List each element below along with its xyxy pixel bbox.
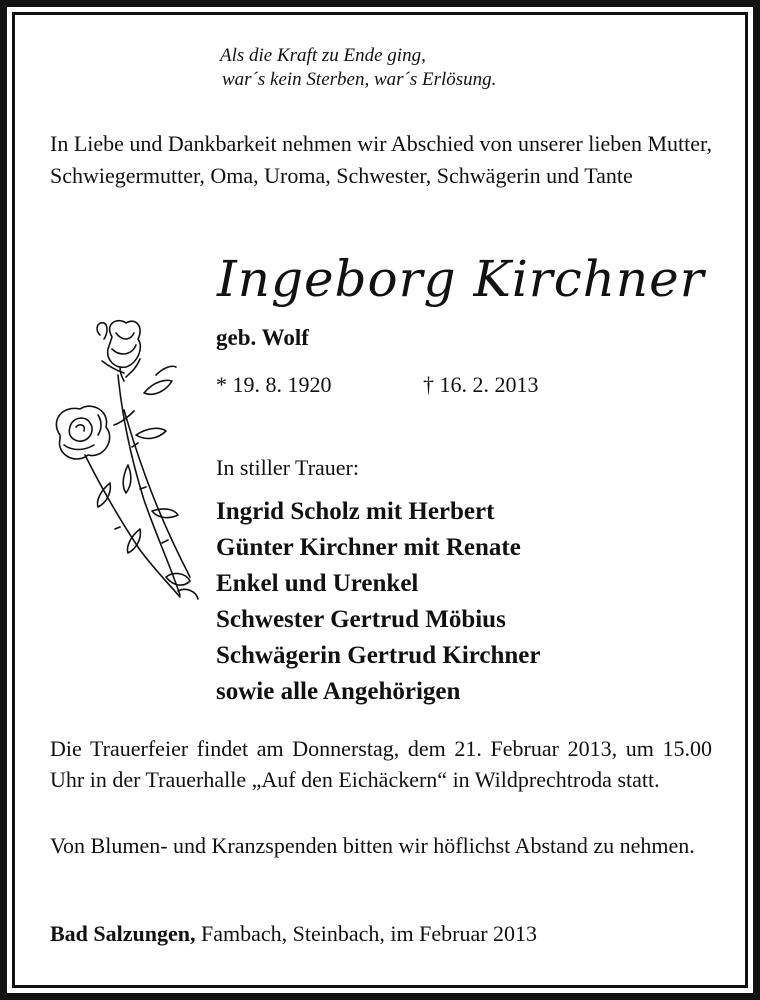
motto-line-2: war´s kein Sterben, war´s Erlösung. bbox=[222, 69, 497, 90]
maiden-name: geb. Wolf bbox=[216, 325, 309, 350]
death-date: † 16. 2. 2013 bbox=[423, 372, 539, 397]
mourner-name: Ingrid Scholz mit Herbert bbox=[216, 498, 495, 525]
mourners-list bbox=[216, 494, 541, 710]
mourner-name: Schwägerin Gertrud Kirchner bbox=[216, 642, 541, 669]
funeral-service-text: Die Trauerfeier findet am Donnerstag, dem 21. Februar 2013, um 15.00 Uhr in der Trauerhalle „Auf den Eichäckern“ in Wildprechtroda statt. bbox=[50, 736, 712, 792]
rose-icon bbox=[40, 315, 215, 610]
intro-text: In Liebe und Dankbarkeit nehmen wir Abschied von unserer lieben Mutter, Schwiegermutter, Oma, Uroma, Schwester, Schwägerin und Tante bbox=[50, 131, 712, 188]
place-city: Bad Salzungen, bbox=[50, 921, 196, 946]
mourner-name: sowie alle Angehörigen bbox=[216, 678, 461, 705]
motto-line-1: Als die Kraft zu Ende ging, bbox=[220, 45, 426, 66]
mourner-name: Enkel und Urenkel bbox=[216, 570, 419, 597]
flowers-note: Von Blumen- und Kranzspenden bitten wir höflichst Abstand zu nehmen. bbox=[50, 833, 695, 858]
mourner-name: Schwester Gertrud Möbius bbox=[216, 606, 506, 633]
place-and-date bbox=[50, 921, 537, 947]
mourner-name: Günter Kirchner mit Renate bbox=[216, 534, 521, 561]
motto bbox=[220, 44, 496, 92]
place-rest: Fambach, Steinbach, im Februar 2013 bbox=[195, 921, 538, 946]
birth-date: * 19. 8. 1920 bbox=[216, 372, 332, 397]
life-dates bbox=[216, 372, 539, 398]
mourning-heading: In stiller Trauer: bbox=[216, 455, 359, 480]
deceased-name: Ingeborg Kirchner bbox=[217, 250, 705, 308]
